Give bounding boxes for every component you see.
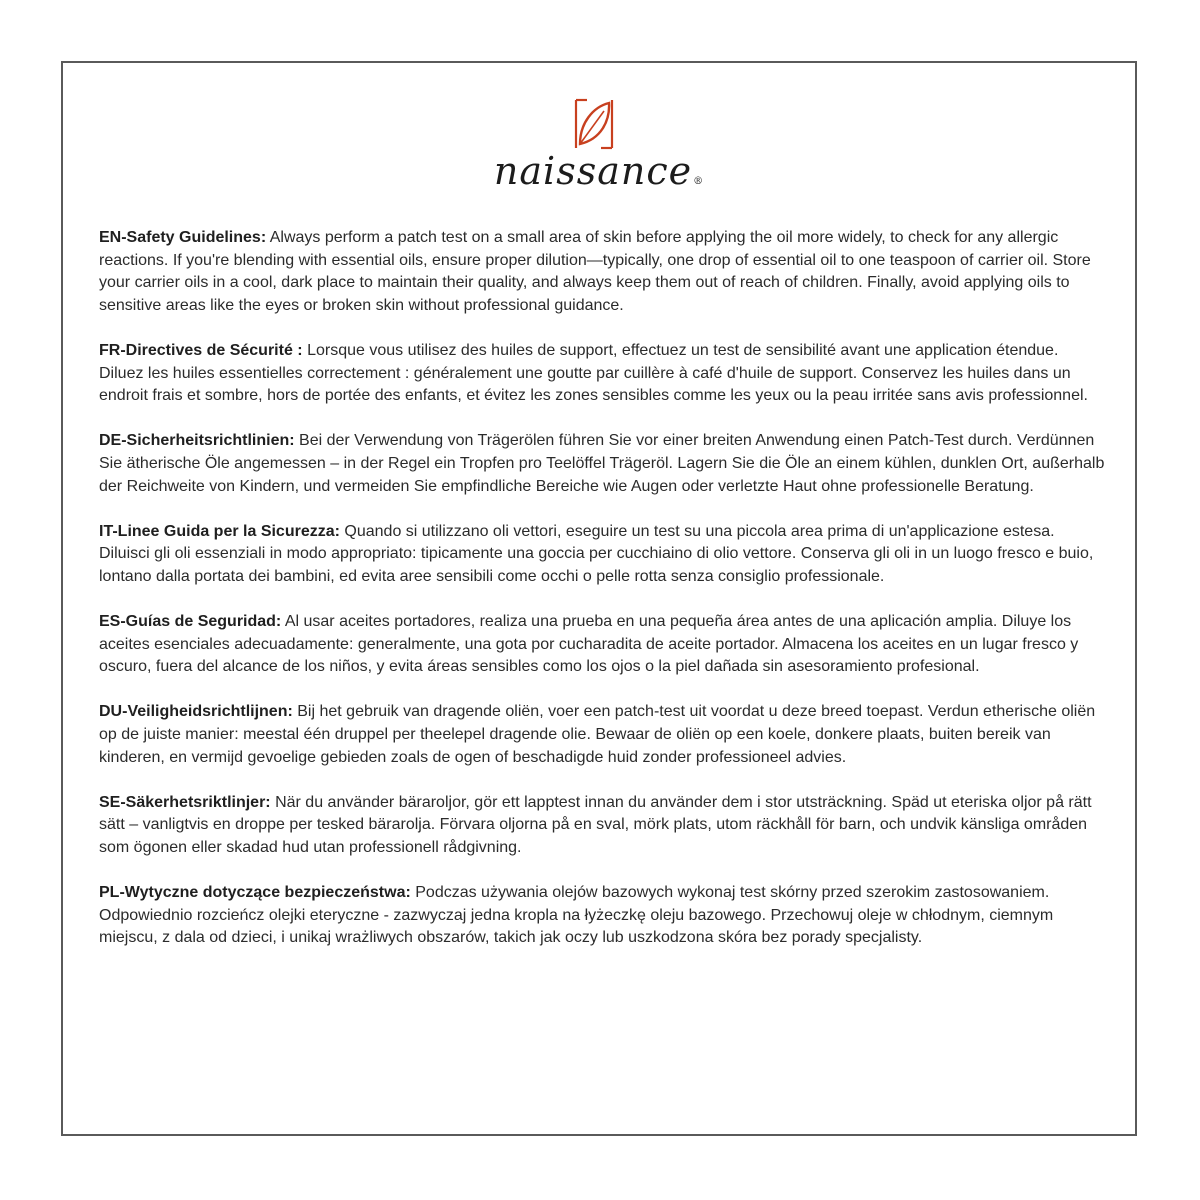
guideline-de <box>99 430 1107 498</box>
guideline-body: Bij het gebruik van dragende oliën, voer een patch-test uit voordat u deze breed toepast. Verdun etherische oliën op de juiste manier: meestal één druppel per theelepel dragende olie. Bewaar de oliën op een koele, donkere plaats, buiten bereik van kinderen, en vermijd gevoelige gebieden zoals de ogen of beschadigde huid zonder professioneel advies. <box>99 703 1096 766</box>
guideline-heading: ES-Guías de Seguridad: <box>99 613 282 631</box>
guideline-heading: DE-Sicherheitsrichtlinien: <box>99 432 295 450</box>
guideline-fr <box>99 340 1107 408</box>
guideline-body: Lorsque vous utilisez des huiles de support, effectuez un test de sensibilité avant une application étendue. Diluez les huiles essentielles correctement : généralement une goutte par cuillère à café d'huile de support. Conservez les huiles dans un endroit frais et sombre, hors de portée des enfants, et évitez les zones sensibles comme les yeux ou la peau irritée sans avis professionnel. <box>99 341 1088 405</box>
brand-wordmark <box>63 149 1135 193</box>
brand-name: naissance <box>493 149 693 193</box>
guideline-pl <box>99 882 1107 950</box>
guideline-heading: PL-Wytyczne dotyczące bezpieczeństwa: <box>99 884 411 902</box>
guideline-se <box>99 792 1107 860</box>
guideline-heading: SE-Säkerhetsriktlinjer: <box>99 793 271 811</box>
guideline-body: När du använder bäraroljor, gör ett lapptest innan du använder dem i stor utsträckning. Späd ut eteriska oljor på rätt sätt – vanligtvis en droppe per tesked bärarolja. Förvara oljorna på en sval, mörk plats, utom räckhåll för barn, och undvik känsliga områden som ögonen eller skadad hud utan professionell rådgivning. <box>99 793 1092 857</box>
guideline-body: Always perform a patch test on a small area of skin before applying the oil more widely, to check for any allergic reactions. If you're blending with essential oils, ensure proper dilution—typically, one drop of essential oil to one teaspoon of carrier oil. Store your carrier oils in a cool, dark place to maintain their quality, and always keep them out of reach of children. Finally, avoid applying oils to sensitive areas like the eyes or broken skin without professional guidance. <box>99 229 1091 314</box>
guideline-it <box>99 521 1107 589</box>
guideline-heading: DU-Veiligheidsrichtlijnen: <box>99 703 293 721</box>
guideline-heading: IT-Linee Guida per la Sicurezza: <box>99 522 340 540</box>
guideline-es <box>99 611 1107 679</box>
guideline-du <box>99 701 1107 769</box>
guideline-en <box>99 227 1107 317</box>
leaf-monogram-icon <box>571 97 617 151</box>
guideline-body: Bei der Verwendung von Trägerölen führen Sie vor einer breiten Anwendung einen Patch-Test durch. Verdünnen Sie ätherische Öle angemessen – in der Regel ein Tropfen pro Teelöffel Trägeröl. Lagern Sie die Öle an einem kühlen, dunklen Ort, außerhalb der Reichweite von Kindern, und vermeiden Sie empfindliche Bereiche wie Augen oder verletzte Haut ohne professionelle Beratung. <box>99 432 1105 495</box>
document-frame <box>61 61 1137 1136</box>
guideline-body: Quando si utilizzano oli vettori, eseguire un test su una piccola area prima di un'applicazione estesa. Diluisci gli oli essenziali in modo appropriato: tipicamente una goccia per cucchiaino di olio vettore. Conserva gli oli in un luogo fresco e buio, lontano dalla portata dei bambini, ed evita aree sensibili come occhi o pelle rotta senza consiglio professionale. <box>99 522 1094 585</box>
brand-logo <box>63 97 1135 207</box>
guideline-heading: FR-Directives de Sécurité : <box>99 341 303 359</box>
guideline-body: Al usar aceites portadores, realiza una prueba en una pequeña área antes de una aplicación amplia. Diluye los aceites esenciales adecuadamente: generalmente, una gota por cucharadita de aceite portador. Almacena los aceites en un lugar fresco y oscuro, fuera del alcance de los niños, y evita áreas sensibles como los ojos o la piel dañada sin asesoramiento profesional. <box>99 613 1079 676</box>
safety-guidelines <box>99 227 1107 973</box>
guideline-heading: EN-Safety Guidelines: <box>99 229 267 246</box>
registered-mark: ® <box>693 176 705 187</box>
guideline-body: Podczas używania olejów bazowych wykonaj test skórny przed szerokim zastosowaniem. Odpowiednio rozcieńcz olejki eteryczne - zazwyczaj jedna kropla na łyżeczkę oleju bazowego. Przechowuj oleje w chłodnym, ciemnym miejscu, z dala od dzieci, i unikaj wrażliwych obszarów, takich jak oczy lub uszkodzona skóra bez porady specjalisty. <box>99 884 1054 947</box>
